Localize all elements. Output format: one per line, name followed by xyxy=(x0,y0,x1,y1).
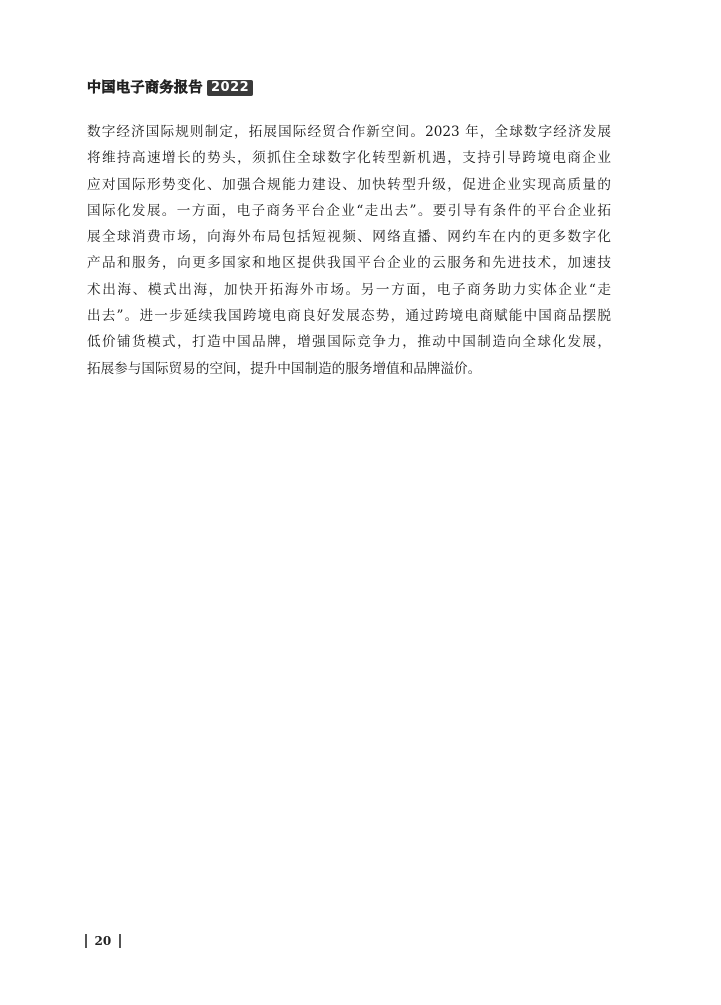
paragraph-line: 数字经济国际规则制定，拓展国际经贸合作新空间。2023 年，全球数字经济发展 xyxy=(87,124,611,140)
paragraph-line: 术出海、模式出海，加快开拓海外市场。另一方面，电子商务助力实体企业“走 xyxy=(87,281,611,298)
paragraph-line: 展全球消费市场，向海外布局包括短视频、网络直播、网约车在内的更多数字化 xyxy=(87,229,611,246)
paragraph-line: 拓展参与国际贸易的空间，提升中国制造的服务增值和品牌溢价。 xyxy=(87,360,482,377)
page-footer xyxy=(85,933,121,949)
paragraph-line: 出去”。进一步延续我国跨境电商良好发展态势，通过跨境电商赋能中国商品摆脱 xyxy=(87,308,611,325)
paragraph-line: 产品和服务，向更多国家和地区提供我国平台企业的云服务和先进技术，加速技 xyxy=(87,255,611,272)
paragraph-line: 低价铺货模式，打造中国品牌，增强国际竞争力，推动中国制造向全球化发展， xyxy=(87,334,611,351)
footer-divider-left xyxy=(85,934,87,948)
page-number: 20 xyxy=(94,934,112,948)
running-header xyxy=(87,78,253,98)
report-title: 中国电子商务报告 xyxy=(87,80,203,96)
paragraph-line: 将维持高速增长的势头，须抓住全球数字化转型新机遇，支持引导跨境电商企业 xyxy=(87,150,611,167)
paragraph-line: 国际化发展。一方面，电子商务平台企业“走出去”。要引导有条件的平台企业拓 xyxy=(87,202,611,219)
paragraph-line: 应对国际形势变化、加强合规能力建设、加快转型升级，促进企业实现高质量的 xyxy=(87,176,611,193)
body-paragraph xyxy=(87,119,611,382)
footer-divider-right xyxy=(119,934,121,948)
report-year-badge: 2022 xyxy=(207,80,253,96)
